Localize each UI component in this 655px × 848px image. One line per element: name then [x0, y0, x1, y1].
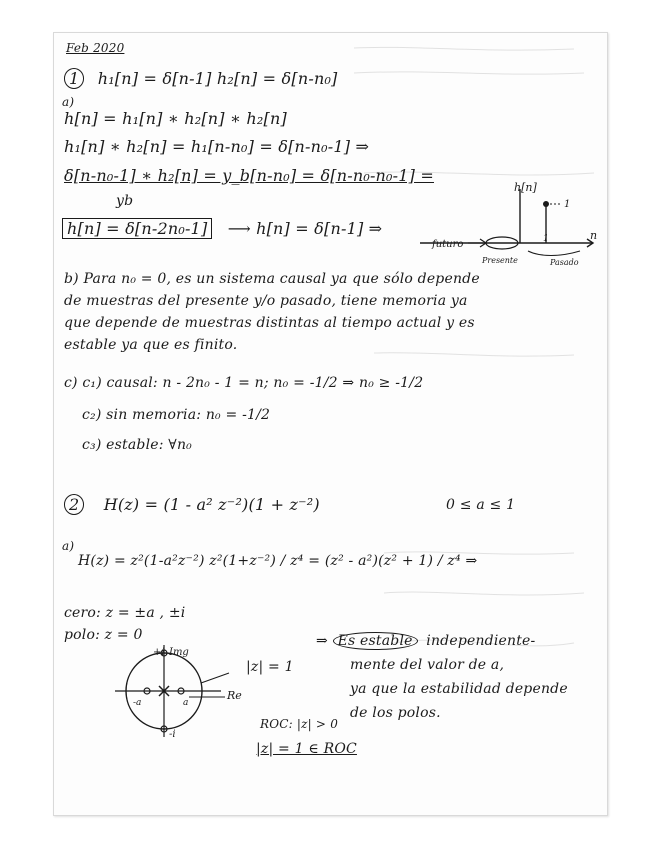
ex2-roc-result: |z| = 1 ∈ ROC [256, 741, 357, 757]
ex1-part-c3: c₃) estable: ∀n₀ [82, 437, 192, 453]
ex1-number: 1 [64, 68, 84, 89]
plane-plus-a: a [183, 698, 189, 708]
ex2-poles: polo: z = 0 [64, 627, 143, 643]
plot-y-label: h[n] [514, 181, 537, 194]
ex2-given: H(z) = (1 - a² z⁻²)(1 + z⁻²) [103, 495, 320, 514]
plane-plus-i: +i [153, 647, 165, 658]
ex2-stable-text-4: de los polos. [350, 705, 441, 721]
ex2-part-a-label: a) [62, 539, 75, 553]
ex2-condition: 0 ≤ a ≤ 1 [446, 497, 516, 513]
ex1-arrow-text: ⟶ h[n] = δ[n-1] ⇒ [227, 219, 383, 238]
ex1-part-b-line3: que depende de muestras distintas al tiempo actual y es [64, 315, 475, 331]
ex1-part-c2: c₂) sin memoria: n₀ = -1/2 [82, 407, 271, 423]
ex1-part-b-line2: de muestras del presente y/o pasado, tiene memoria ya [64, 293, 468, 309]
ex2-z-plane [109, 643, 259, 739]
plot-tick-label: 1 [543, 234, 549, 244]
ex2-stable-word: Es estable [333, 632, 418, 650]
ex1-given: h₁[n] = δ[n-1] h₂[n] = δ[n-n₀] [97, 69, 338, 88]
ex1-header [64, 69, 338, 88]
plot-futuro: futuro [432, 239, 464, 250]
ex1-eq1: h[n] = h₁[n] ∗ h₂[n] ∗ h₂[n] [64, 109, 287, 128]
ex2-unit-circle-label: |z| = 1 [246, 659, 294, 675]
plane-im: Img [169, 647, 189, 658]
date-label: Feb 2020 [66, 41, 125, 55]
ex1-eq3-text: δ[n-n₀-1] ∗ h₂[n] = y_b[n-n₀] = δ[n-n₀-n₀-1] = [64, 166, 434, 185]
ex1-part-c1: c) c₁) causal: n - 2n₀ - 1 = n; n₀ = -1/2 ⇒ n₀ ≥ -1/2 [64, 375, 424, 391]
ex1-stem-plot [410, 181, 600, 271]
ex2-stable-text-2: mente del valor de a, [350, 657, 505, 673]
ex2-stable-text-3: ya que la estabilidad depende [350, 681, 568, 697]
plot-pasado: Pasado [550, 258, 579, 267]
plane-re: Re [227, 689, 242, 702]
ex2-zeros: cero: z = ±a , ±i [64, 605, 186, 621]
ex2-number: 2 [64, 494, 84, 515]
ex1-yb-label: yb [116, 193, 134, 209]
ex1-part-a-label: a) [62, 95, 75, 109]
plot-presente: Presente [482, 256, 518, 265]
ex1-part-b-line4: estable ya que es finito. [64, 337, 238, 353]
plane-minus-a: -a [133, 698, 142, 708]
ex2-stable-line1: ⇒ Es estable independiente- [316, 633, 536, 649]
plot-point-label: 1 [564, 199, 571, 210]
ex2-stable-text-1: independiente- [426, 633, 536, 649]
ex1-result-row [62, 219, 382, 238]
ex1-eq3 [64, 166, 434, 185]
ex2-header [64, 495, 320, 514]
plane-minus-i: -i [169, 729, 176, 739]
notebook-page [53, 32, 608, 816]
plot-x-label: n [590, 229, 598, 242]
ex1-result-boxed: h[n] = δ[n-2n₀-1] [62, 218, 212, 239]
ex1-part-b-line1: b) Para n₀ = 0, es un sistema causal ya que sólo depende [64, 271, 480, 287]
ex2-roc: ROC: |z| > 0 [260, 717, 339, 731]
ex2-eq: H(z) = z²(1-a²z⁻²) z²(1+z⁻²) / z⁴ = (z² - a²)(z² + 1) / z⁴ ⇒ [78, 553, 478, 569]
ex1-eq2: h₁[n] ∗ h₂[n] = h₁[n-n₀] = δ[n-n₀-1] ⇒ [64, 137, 370, 156]
